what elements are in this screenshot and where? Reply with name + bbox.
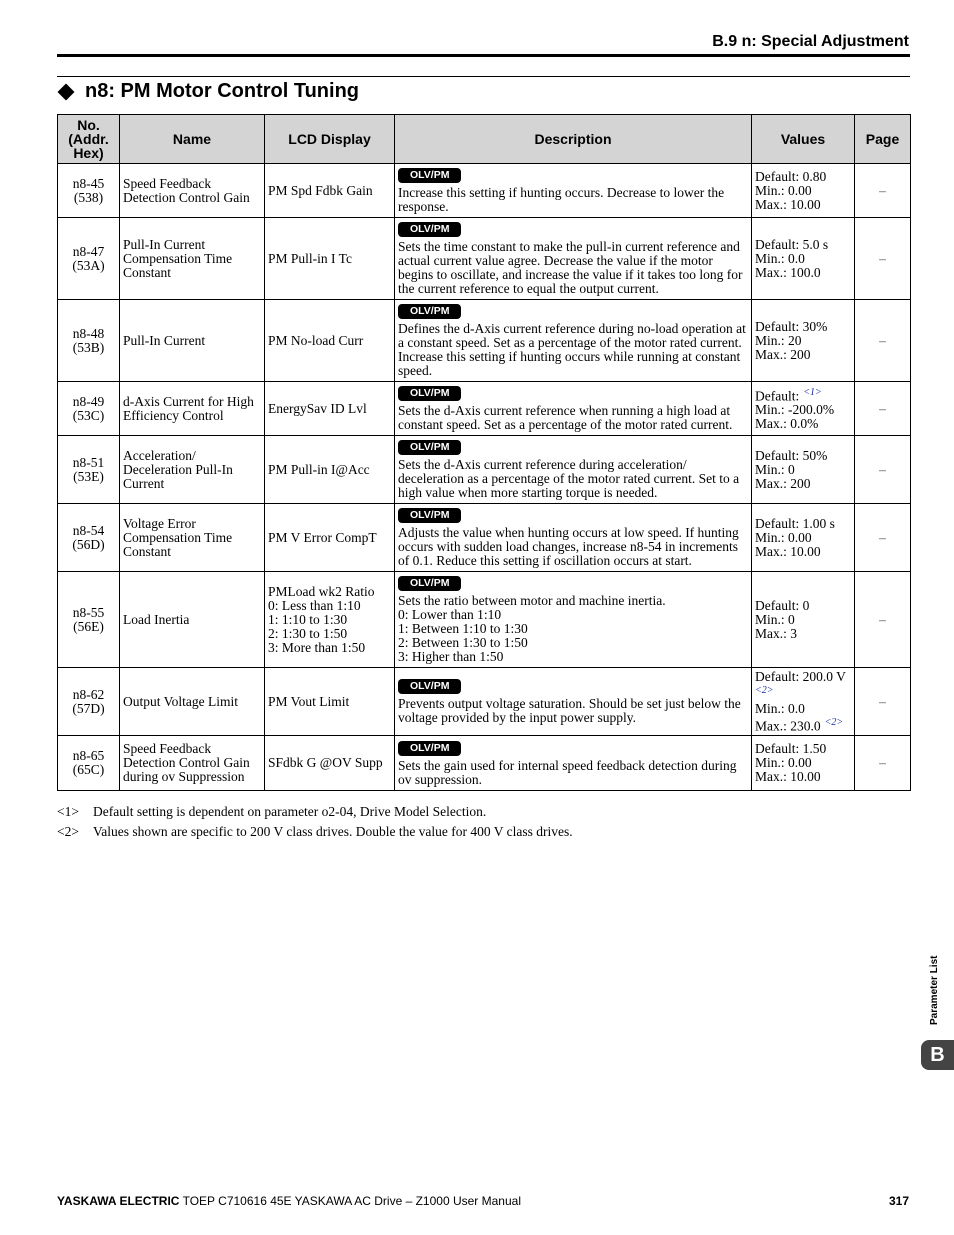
param-name-cell: d-Axis Current for High Efficiency Control — [120, 382, 265, 436]
olv-pm-badge: OLV/PM — [398, 576, 461, 591]
values-cell: Default: 5.0 s Min.: 0.0 Max.: 100.0 — [752, 218, 855, 300]
page-cell: – — [855, 300, 911, 382]
param-number-cell: n8-45 (538) — [58, 164, 120, 218]
description-cell: OLV/PM Defines the d-Axis current reference during no-load operation at a constant speed. Set as a percentage of the motor rated current. Increase this setting if hunting occurs while running at constant speed. — [395, 300, 752, 382]
lcd-display-cell: EnergySav ID Lvl — [265, 382, 395, 436]
col-header-no: No. (Addr. Hex) — [58, 115, 120, 164]
page-number: 317 — [888, 1194, 909, 1208]
description-cell: OLV/PM Sets the time constant to make the pull-in current reference and actual current value agree. Decrease the value if the motor begins to oscillate, and increase the value if it takes too long for the current reference to equal the output current. — [395, 218, 752, 300]
param-number-cell: n8-62 (57D) — [58, 668, 120, 736]
values-cell: Default: 50% Min.: 0 Max.: 200 — [752, 436, 855, 504]
values-cell: Default: $^{<1>}$ Min.: -200.0% Max.: 0.0% — [752, 382, 855, 436]
side-tab-letter[interactable]: B — [921, 1040, 954, 1070]
description-cell: OLV/PM Increase this setting if hunting occurs. Decrease to lower the response. — [395, 164, 752, 218]
table-row — [58, 382, 911, 436]
olv-pm-badge: OLV/PM — [398, 304, 461, 319]
param-name-cell: Speed Feedback Detection Control Gain during ov Suppression — [120, 736, 265, 791]
table-row — [58, 504, 911, 572]
lcd-display-cell: PMLoad wk2 Ratio 0: Less than 1:10 1: 1:10 to 1:30 2: 1:30 to 1:50 3: More than 1:50 — [265, 572, 395, 668]
olv-pm-badge: OLV/PM — [398, 168, 461, 183]
col-header-lcd: LCD Display — [265, 115, 395, 164]
table-row — [58, 218, 911, 300]
footer-doc: TOEP C710616 45E YASKAWA AC Drive – Z1000 User Manual — [179, 1194, 521, 1208]
param-number-cell: n8-54 (56D) — [58, 504, 120, 572]
olv-pm-badge: OLV/PM — [398, 741, 461, 756]
page-cell: – — [855, 504, 911, 572]
footnote-2: <2> Values shown are specific to 200 V class drives. Double the value for 400 V class drives. — [57, 824, 573, 839]
olv-pm-badge: OLV/PM — [398, 222, 461, 237]
page-cell: – — [855, 668, 911, 736]
footer-brand: YASKAWA ELECTRIC — [57, 1194, 180, 1208]
footnote-ref-2[interactable]: <2> — [755, 685, 774, 696]
lcd-display-cell: PM Pull-in I Tc — [265, 218, 395, 300]
values-cell: Default: 30% Min.: 20 Max.: 200 — [752, 300, 855, 382]
param-name-cell: Output Voltage Limit — [120, 668, 265, 736]
olv-pm-badge: OLV/PM — [398, 508, 461, 523]
col-header-name: Name — [120, 115, 265, 164]
running-header: B.9 n: Special Adjustment — [712, 33, 909, 50]
lcd-display-cell: PM Vout Limit — [265, 668, 395, 736]
page-cell: – — [855, 382, 911, 436]
col-header-values: Values — [752, 115, 855, 164]
table-row — [58, 668, 911, 736]
footnote-ref-2[interactable]: <2> — [824, 716, 844, 728]
footer — [57, 1194, 521, 1208]
section-rule — [57, 76, 910, 77]
parameter-table — [57, 114, 911, 791]
page-cell: – — [855, 218, 911, 300]
description-cell: OLV/PM Sets the gain used for internal speed feedback detection during ov suppression. — [395, 736, 752, 791]
page-cell: – — [855, 436, 911, 504]
footnote-ref-1[interactable]: <1> — [803, 386, 822, 398]
values-cell: Default: 1.50 Min.: 0.00 Max.: 10.00 — [752, 736, 855, 791]
param-number-cell: n8-47 (53A) — [58, 218, 120, 300]
description-cell: OLV/PM Sets the d-Axis current reference during acceleration/ deceleration as a percentage of the motor rated current. Set to a high value when more starting torque is needed. — [395, 436, 752, 504]
lcd-display-cell: PM No-load Curr — [265, 300, 395, 382]
values-cell: Default: 200.0 V $^{<2>}$ Min.: 0.0 Max.: 230.0 $^{<2>}$ — [752, 668, 855, 736]
table-row — [58, 164, 911, 218]
param-number-cell: n8-51 (53E) — [58, 436, 120, 504]
table-row — [58, 736, 911, 791]
param-name-cell: Acceleration/ Deceleration Pull-In Current — [120, 436, 265, 504]
section-title: n8: PM Motor Control Tuning — [85, 80, 360, 102]
table-row — [58, 572, 911, 668]
param-name-cell: Pull-In Current Compensation Time Constant — [120, 218, 265, 300]
page-cell: – — [855, 736, 911, 791]
description-cell: OLV/PM Sets the ratio between motor and machine inertia. 0: Lower than 1:10 1: Between 1:10 to 1:30 2: Between 1:30 to 1:50 3: Higher than 1:50 — [395, 572, 752, 668]
col-header-page: Page — [855, 115, 911, 164]
param-number-cell: n8-49 (53C) — [58, 382, 120, 436]
section-heading — [57, 80, 359, 103]
param-number-cell: n8-65 (65C) — [58, 736, 120, 791]
page-cell: – — [855, 164, 911, 218]
table-row — [58, 436, 911, 504]
values-cell: Default: 0.80 Min.: 0.00 Max.: 10.00 — [752, 164, 855, 218]
param-number-cell: n8-48 (53B) — [58, 300, 120, 382]
side-tab-label: Parameter List — [929, 955, 940, 1025]
description-cell: OLV/PM Adjusts the value when hunting occurs at low speed. If hunting occurs with sudden load changes, increase n8-54 in increments of 0.1. Reduce this setting if oscillation occurs at start. — [395, 504, 752, 572]
page-cell: – — [855, 572, 911, 668]
footnote-1: <1> Default setting is dependent on parameter o2-04, Drive Model Selection. — [57, 804, 487, 819]
olv-pm-badge: OLV/PM — [398, 386, 461, 401]
header-rule — [57, 54, 910, 57]
diamond-bullet-icon — [58, 83, 75, 100]
param-name-cell: Speed Feedback Detection Control Gain — [120, 164, 265, 218]
lcd-display-cell: PM Pull-in I@Acc — [265, 436, 395, 504]
param-name-cell: Pull-In Current — [120, 300, 265, 382]
lcd-display-cell: PM V Error CompT — [265, 504, 395, 572]
table-row — [58, 300, 911, 382]
table-header-row — [58, 115, 911, 164]
col-header-description: Description — [395, 115, 752, 164]
values-cell: Default: 0 Min.: 0 Max.: 3 — [752, 572, 855, 668]
param-name-cell: Load Inertia — [120, 572, 265, 668]
param-number-cell: n8-55 (56E) — [58, 572, 120, 668]
values-cell: Default: 1.00 s Min.: 0.00 Max.: 10.00 — [752, 504, 855, 572]
olv-pm-badge: OLV/PM — [398, 440, 461, 455]
olv-pm-badge: OLV/PM — [398, 679, 461, 694]
description-cell: OLV/PM Prevents output voltage saturation. Should be set just below the voltage provided by the input power supply. — [395, 668, 752, 736]
param-name-cell: Voltage Error Compensation Time Constant — [120, 504, 265, 572]
description-cell: OLV/PM Sets the d-Axis current reference when running a high load at constant speed. Set as a percentage of the motor rated current. — [395, 382, 752, 436]
lcd-display-cell: SFdbk G @OV Supp — [265, 736, 395, 791]
lcd-display-cell: PM Spd Fdbk Gain — [265, 164, 395, 218]
